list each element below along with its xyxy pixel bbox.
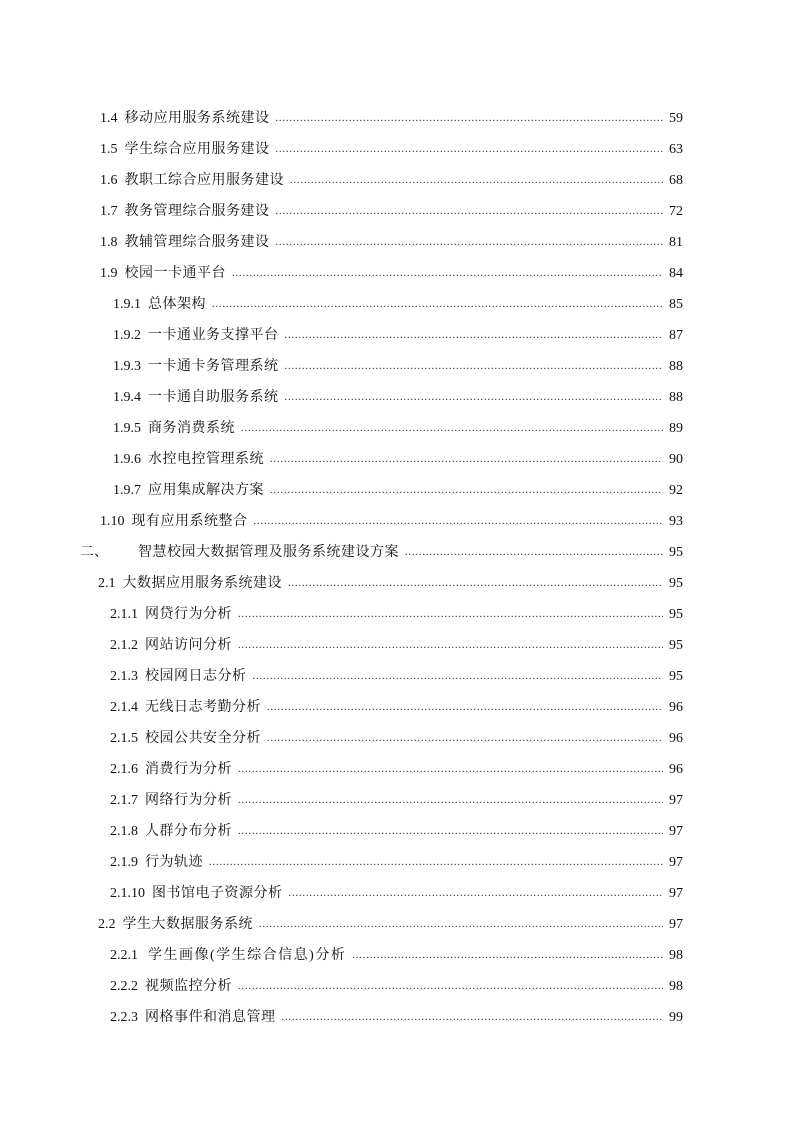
toc-entry-number: 1.7 — [100, 204, 118, 219]
toc-entry-number: 2.2.3 — [110, 1010, 138, 1025]
toc-entry-number: 1.8 — [100, 235, 118, 250]
dot-leader — [238, 822, 663, 842]
toc-entry-title: 人群分布分析 — [145, 824, 232, 839]
toc-entry-number: 1.9.7 — [113, 483, 141, 498]
toc-entry-number: 2.1.4 — [110, 700, 138, 715]
toc-entry-1-7[interactable] — [100, 202, 683, 222]
dot-leader — [212, 295, 663, 315]
toc-entry-1-5[interactable] — [100, 140, 683, 160]
toc-entry-1-10[interactable] — [100, 512, 683, 532]
toc-entry-number: 1.9.4 — [113, 390, 141, 405]
toc-entry-page: 95 — [669, 576, 683, 591]
dot-leader — [232, 264, 663, 284]
toc-entry-title: 现有应用系统整合 — [131, 514, 248, 529]
toc-entry-title: 网贷行为分析 — [145, 607, 232, 622]
toc-entry-title: 教职工综合应用服务建设 — [124, 173, 284, 188]
toc-entry-page: 89 — [669, 421, 683, 436]
toc-entry-number: 2.1.1 — [110, 607, 138, 622]
dot-leader — [241, 419, 663, 439]
dot-leader — [238, 636, 663, 656]
toc-entry-page: 63 — [669, 142, 683, 157]
dot-leader — [282, 1008, 664, 1028]
toc-entry-1-9-5[interactable] — [113, 419, 683, 439]
toc-entry-page: 99 — [669, 1010, 683, 1025]
toc-entry-1-9-7[interactable] — [113, 481, 683, 501]
toc-entry-title: 消费行为分析 — [145, 762, 232, 777]
toc-entry-title: 一卡通业务支撑平台 — [148, 328, 279, 343]
dot-leader — [270, 481, 663, 501]
toc-entry-page: 92 — [669, 483, 683, 498]
toc-entry-2-1-6[interactable] — [110, 760, 683, 780]
toc-entry-number: 2.1.8 — [110, 824, 138, 839]
toc-entry-title: 总体架构 — [148, 297, 206, 312]
toc-entry-number: 1.10 — [100, 514, 125, 529]
toc-entry-title: 网络行为分析 — [145, 793, 232, 808]
dot-leader — [267, 698, 663, 718]
toc-entry-number: 1.4 — [100, 111, 118, 126]
toc-entry-chapter-2[interactable] — [80, 543, 683, 563]
toc-entry-page: 97 — [669, 917, 683, 932]
toc-entry-2-1-1[interactable] — [110, 605, 683, 625]
toc-entry-title: 一卡通卡务管理系统 — [148, 359, 279, 374]
dot-leader — [259, 915, 663, 935]
dot-leader — [238, 791, 663, 811]
toc-entry-page: 98 — [669, 979, 683, 994]
toc-entry-title: 视频监控分析 — [145, 979, 232, 994]
toc-entry-2-1[interactable] — [98, 574, 683, 594]
dot-leader — [276, 202, 664, 222]
toc-entry-1-6[interactable] — [100, 171, 683, 191]
toc-entry-page: 90 — [669, 452, 683, 467]
toc-entry-number: 1.9.6 — [113, 452, 141, 467]
toc-entry-number: 2.1.6 — [110, 762, 138, 777]
toc-entry-title: 图书馆电子资源分析 — [152, 886, 283, 901]
toc-entry-number: 1.9 — [100, 266, 118, 281]
toc-entry-page: 95 — [669, 545, 683, 560]
dot-leader — [238, 760, 663, 780]
toc-entry-2-2[interactable] — [98, 915, 683, 935]
toc-entry-title: 移动应用服务系统建设 — [124, 111, 270, 126]
toc-entry-title: 行为轨迹 — [145, 855, 203, 870]
dot-leader — [405, 543, 663, 563]
dot-leader — [276, 140, 664, 160]
toc-entry-page: 88 — [669, 390, 683, 405]
toc-entry-page: 96 — [669, 700, 683, 715]
toc-entry-page: 93 — [669, 514, 683, 529]
toc-entry-number: 1.6 — [100, 173, 118, 188]
dot-leader — [352, 946, 663, 966]
dot-leader — [290, 171, 663, 191]
toc-entry-title: 学生大数据服务系统 — [122, 917, 253, 932]
dot-leader — [238, 605, 663, 625]
toc-entry-title: 应用集成解决方案 — [148, 483, 264, 498]
toc-entry-number: 2.1.10 — [110, 886, 145, 901]
dot-leader — [267, 729, 663, 749]
toc-entry-number: 2.1 — [98, 576, 116, 591]
dot-leader — [254, 512, 664, 532]
toc-entry-page: 85 — [669, 297, 683, 312]
toc-entry-title: 校园公共安全分析 — [145, 731, 261, 746]
toc-entry-1-8[interactable] — [100, 233, 683, 253]
dot-leader — [276, 233, 664, 253]
toc-entry-number: 1.9.1 — [113, 297, 141, 312]
toc-entry-title: 大数据应用服务系统建设 — [122, 576, 282, 591]
toc-entry-2-1-5[interactable] — [110, 729, 683, 749]
toc-entry-number: 二、 — [80, 545, 108, 560]
toc-entry-page: 97 — [669, 793, 683, 808]
toc-entry-title: 商务消费系统 — [148, 421, 235, 436]
dot-leader — [276, 109, 664, 129]
toc-entry-page: 87 — [669, 328, 683, 343]
toc-entry-2-2-3[interactable] — [110, 1008, 683, 1028]
toc-entry-2-2-1[interactable] — [110, 946, 683, 966]
toc-entry-2-1-9[interactable] — [110, 853, 683, 873]
toc-entry-1-9[interactable] — [100, 264, 683, 284]
dot-leader — [253, 667, 664, 687]
dot-leader — [209, 853, 663, 873]
toc-entry-page: 97 — [669, 824, 683, 839]
dot-leader — [238, 977, 663, 997]
toc-entry-page: 96 — [669, 762, 683, 777]
toc-entry-number: 2.1.2 — [110, 638, 138, 653]
toc-entry-title: 校园网日志分析 — [145, 669, 247, 684]
toc-entry-title: 学生画像(学生综合信息)分析 — [148, 948, 347, 963]
toc-entry-title: 网格事件和消息管理 — [145, 1010, 276, 1025]
toc-entry-1-9-2[interactable] — [113, 326, 683, 346]
toc-entry-page: 97 — [669, 855, 683, 870]
toc-entry-page: 72 — [669, 204, 683, 219]
toc-entry-number: 1.9.5 — [113, 421, 141, 436]
toc-entry-title: 教辅管理综合服务建设 — [124, 235, 270, 250]
toc-entry-page: 97 — [669, 886, 683, 901]
toc-entry-title: 学生综合应用服务建设 — [124, 142, 270, 157]
toc-entry-2-2-2[interactable] — [110, 977, 683, 997]
toc-entry-2-1-10[interactable] — [110, 884, 683, 904]
toc-entry-title: 无线日志考勤分析 — [145, 700, 261, 715]
toc-entry-number: 1.5 — [100, 142, 118, 157]
toc-entry-number: 2.1.5 — [110, 731, 138, 746]
toc-entry-1-4[interactable] — [100, 109, 683, 129]
dot-leader — [288, 574, 663, 594]
toc-entry-2-1-3[interactable] — [110, 667, 683, 687]
toc-entry-1-9-1[interactable] — [113, 295, 683, 315]
toc-entry-page: 98 — [669, 948, 683, 963]
toc-entry-number: 2.1.7 — [110, 793, 138, 808]
toc-entry-title: 教务管理综合服务建设 — [124, 204, 270, 219]
toc-entry-page: 88 — [669, 359, 683, 374]
toc-entry-2-1-2[interactable] — [110, 636, 683, 656]
toc-entry-number: 2.1.3 — [110, 669, 138, 684]
toc-entry-title: 校园一卡通平台 — [124, 266, 226, 281]
toc-entry-page: 96 — [669, 731, 683, 746]
toc-entry-number: 1.9.2 — [113, 328, 141, 343]
dot-leader — [270, 450, 663, 470]
toc-entry-page: 84 — [669, 266, 683, 281]
toc-entry-number: 2.2 — [98, 917, 116, 932]
toc-entry-title: 网站访问分析 — [145, 638, 232, 653]
toc-entry-page: 95 — [669, 607, 683, 622]
toc-entry-page: 81 — [669, 235, 683, 250]
toc-entry-page: 68 — [669, 173, 683, 188]
dot-leader — [289, 884, 664, 904]
dot-leader — [285, 357, 664, 377]
toc-entry-1-9-3[interactable] — [113, 357, 683, 377]
toc-entry-title: 一卡通自助服务系统 — [148, 390, 279, 405]
toc-entry-page: 95 — [669, 669, 683, 684]
toc-entry-1-9-4[interactable] — [113, 388, 683, 408]
toc-entry-page: 95 — [669, 638, 683, 653]
dot-leader — [285, 388, 664, 408]
toc-entry-page: 59 — [669, 111, 683, 126]
toc-entry-title: 水控电控管理系统 — [148, 452, 264, 467]
toc-entry-2-1-8[interactable] — [110, 822, 683, 842]
toc-entry-number: 1.9.3 — [113, 359, 141, 374]
toc-entry-2-1-7[interactable] — [110, 791, 683, 811]
toc-entry-number: 2.2.2 — [110, 979, 138, 994]
toc-entry-2-1-4[interactable] — [110, 698, 683, 718]
toc-entry-number: 2.2.1 — [110, 948, 138, 963]
toc-entry-title: 智慧校园大数据管理及服务系统建设方案 — [138, 545, 399, 560]
toc-entry-number: 2.1.9 — [110, 855, 138, 870]
toc-entry-1-9-6[interactable] — [113, 450, 683, 470]
dot-leader — [285, 326, 664, 346]
